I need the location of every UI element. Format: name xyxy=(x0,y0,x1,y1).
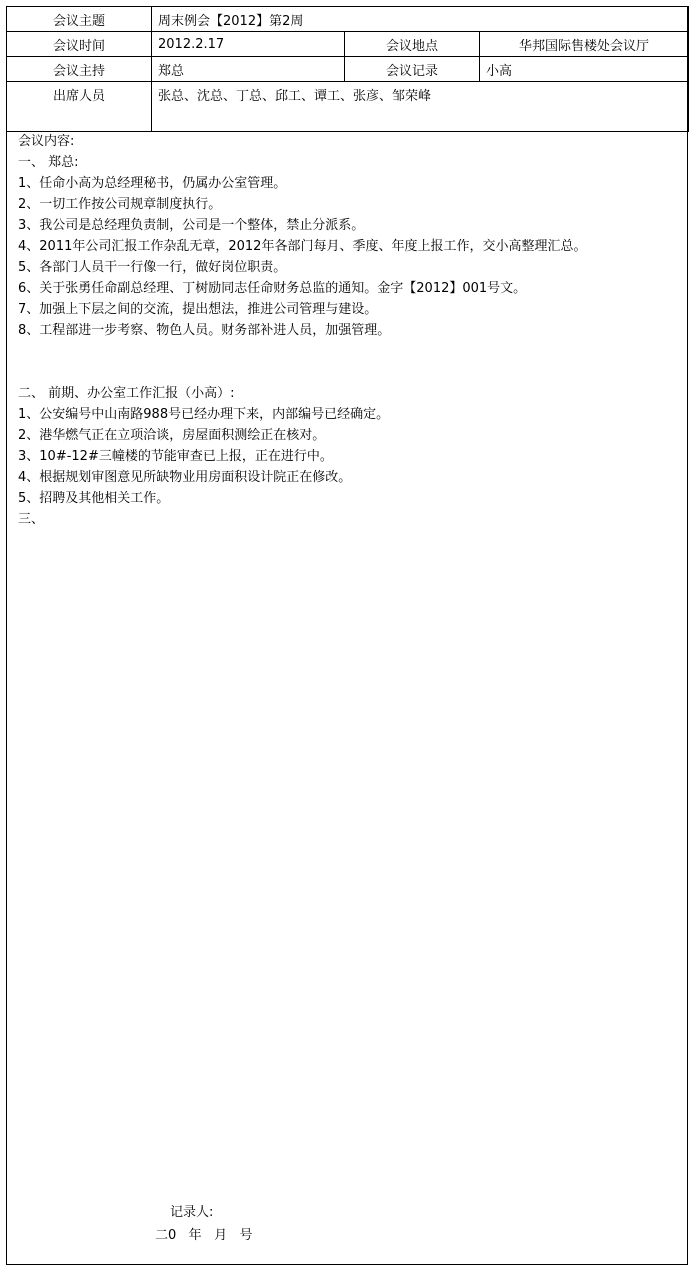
host-value: 郑总 xyxy=(152,57,345,82)
section-2-item: 1、公安编号中山南路988号已经办理下来，内部编号已经确定。 xyxy=(18,407,390,422)
section-1-item: 7、加强上下层之间的交流，提出想法，推进公司管理与建设。 xyxy=(18,302,378,317)
host-recorder-row xyxy=(7,57,689,82)
section-2-item: 3、10#-12#三幢楼的节能审查已上报，正在进行中。 xyxy=(18,449,333,464)
recorder-value: 小高 xyxy=(480,57,689,82)
date-line: 二0 年 月 号 xyxy=(155,1228,253,1243)
time-location-row xyxy=(7,32,689,57)
recorder-label: 会议记录 xyxy=(345,57,480,82)
section-2-item: 2、港华燃气正在立项洽谈，房屋面积测绘正在核对。 xyxy=(18,428,326,443)
section-1-item: 6、关于张勇任命副总经理、丁树励同志任命财务总监的通知。金字【2012】001号文。 xyxy=(18,281,527,296)
location-value: 华邦国际售楼处会议厅 xyxy=(480,32,689,57)
section-1-item: 1、任命小高为总经理秘书，仍属办公室管理。 xyxy=(18,176,287,191)
meeting-content xyxy=(18,131,678,530)
attendees-value: 张总、沈总、丁总、邱工、谭工、张彦、邹荣峰 xyxy=(152,82,689,132)
meeting-info-table xyxy=(6,6,689,132)
topic-label: 会议主题 xyxy=(7,7,152,32)
time-label: 会议时间 xyxy=(7,32,152,57)
section-1-item: 2、一切工作按公司规章制度执行。 xyxy=(18,197,222,212)
section-2-item: 5、招聘及其他相关工作。 xyxy=(18,491,170,506)
location-label: 会议地点 xyxy=(345,32,480,57)
section-1-title: 一、 郑总: xyxy=(18,155,79,170)
spacer xyxy=(18,341,678,383)
section-2-item: 4、根据规划审图意见所缺物业用房面积设计院正在修改。 xyxy=(18,470,352,485)
attendees-label: 出席人员 xyxy=(7,82,152,132)
content-heading: 会议内容: xyxy=(18,134,75,149)
section-1-item: 4、2011年公司汇报工作杂乱无章，2012年各部门每月、季度、年度上报工作，交小高整理汇总。 xyxy=(18,239,587,254)
section-2-title: 二、 前期、办公室工作汇报（小高）: xyxy=(18,386,235,401)
section-1-item: 8、工程部进一步考察、物色人员。财务部补进人员，加强管理。 xyxy=(18,323,391,338)
attendees-row xyxy=(7,82,689,132)
section-1-item: 5、各部门人员干一行像一行，做好岗位职责。 xyxy=(18,260,287,275)
recorder-signature-line: 记录人: xyxy=(170,1205,214,1220)
time-value: 2012.2.17 xyxy=(152,32,345,57)
topic-value: 周末例会【2012】第2周 xyxy=(152,7,689,32)
section-3-title: 三、 xyxy=(18,512,45,527)
host-label: 会议主持 xyxy=(7,57,152,82)
topic-row xyxy=(7,7,689,32)
section-1-item: 3、我公司是总经理负责制，公司是一个整体，禁止分派系。 xyxy=(18,218,365,233)
